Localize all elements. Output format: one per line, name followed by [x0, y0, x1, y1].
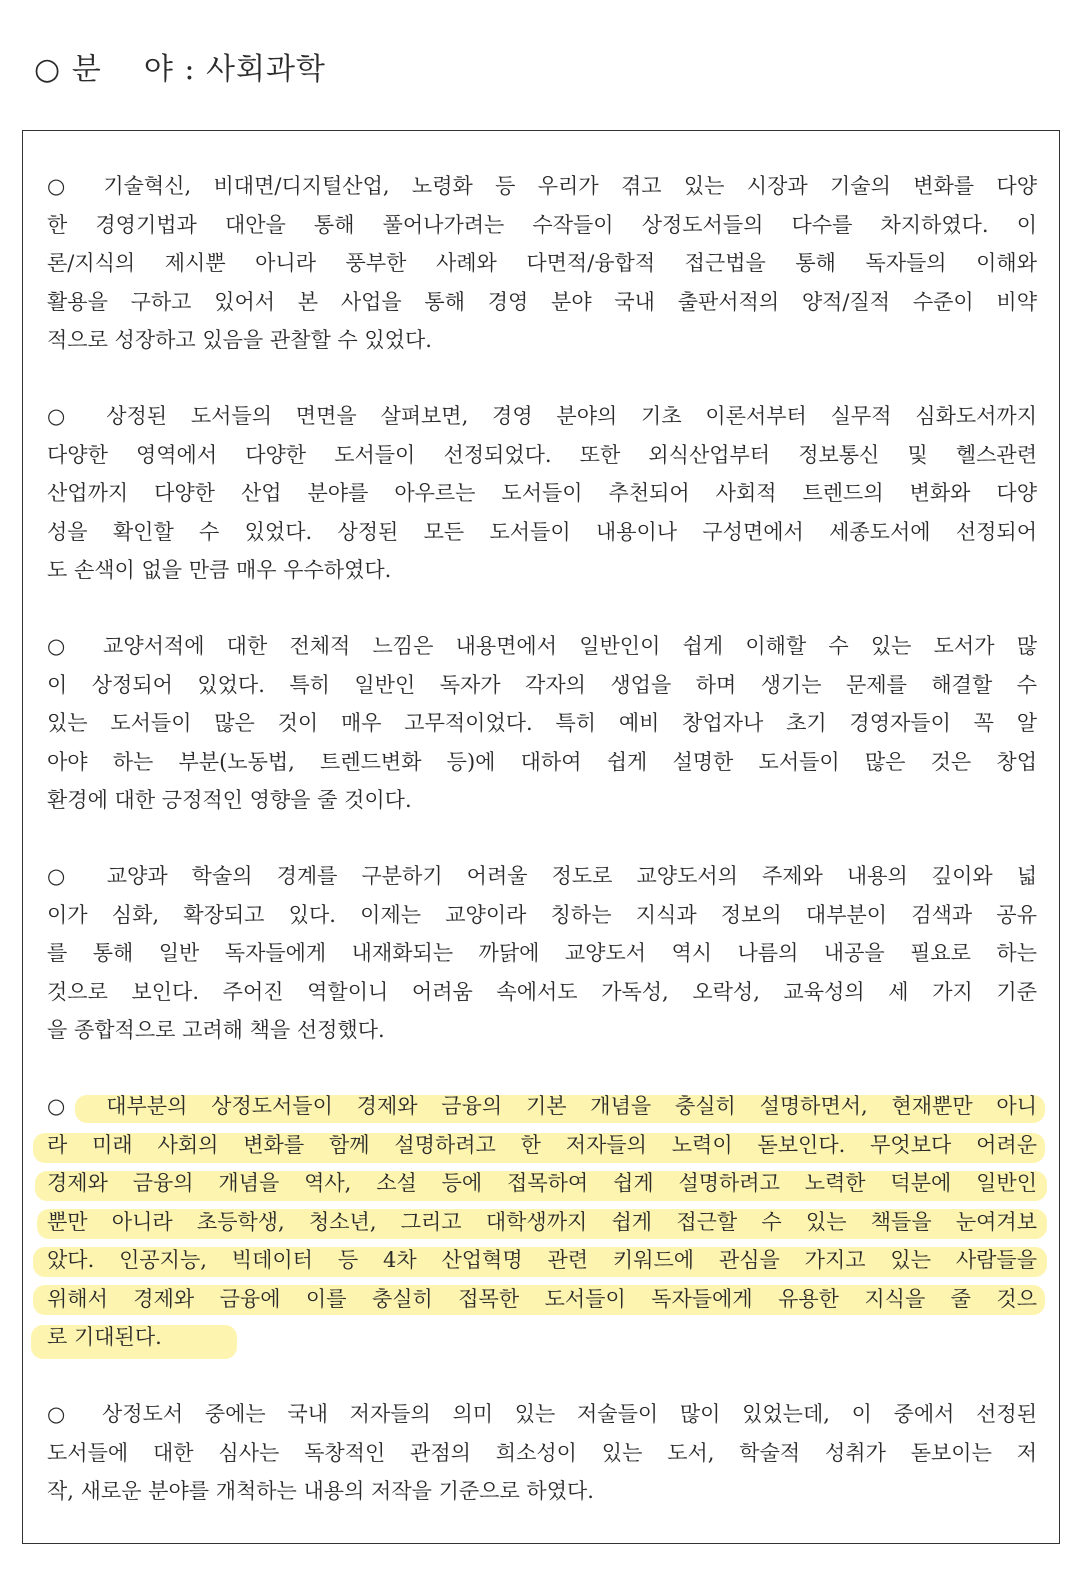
paragraph-line: 뿐만 아니라 초등학생, 청소년, 그리고 대학생까지 쉽게 접근할 수 있는 책들을 눈여겨보	[47, 1209, 1037, 1234]
paragraph-line: 다양한 영역에서 다양한 도서들이 선정되었다. 또한 외식산업부터 정보통신 및 헬스관련	[47, 442, 1037, 467]
paragraph-line: 아야 하는 부분(노동법, 트렌드변화 등)에 대하여 쉽게 설명한 도서들이 많은 것은 창업	[47, 749, 1037, 774]
paragraph-line: 를 통해 일반 독자들에게 내재화되는 까닭에 교양도서 역시 나름의 내공을 필요로 하는	[47, 941, 1037, 965]
paragraph-line: 작, 새로운 분야를 개척하는 내용의 저작을 기준으로 하였다.	[47, 1479, 594, 1503]
review-paragraph	[47, 857, 1037, 1050]
paragraph-line: 성을 확인할 수 있었다. 상정된 모든 도서들이 내용이나 구성면에서 세종도서에 선정되어	[47, 519, 1037, 544]
paragraph-line: 위해서 경제와 금융에 이를 충실히 접목한 도서들이 독자들에게 유용한 지식을 줄 것으	[47, 1286, 1037, 1311]
paragraph-line: 이가 심화, 확장되고 있다. 이제는 교양이라 칭하는 지식과 정보의 대부분이 검색과 공유	[47, 902, 1037, 927]
paragraph-line: 환경에 대한 긍정적인 영향을 줄 것이다.	[47, 788, 412, 812]
field-heading: ○ 분 야 : 사회과학	[34, 52, 326, 87]
paragraph-line: 라 미래 사회의 변화를 함께 설명하려고 한 저자들의 노력이 돋보인다. 무엇보다 어려운	[47, 1132, 1037, 1157]
review-paragraph	[47, 397, 1037, 590]
paragraph-line: 았다. 인공지능, 빅데이터 등 4차 산업혁명 관련 키워드에 관심을 가지고 있는 사람들을	[47, 1248, 1037, 1272]
paragraph-line: 이 상정되어 있었다. 특히 일반인 독자가 각자의 생업을 하며 생기는 문제를 해결할 수	[47, 672, 1037, 697]
paragraph-line: 것으로 보인다. 주어진 역할이니 어려움 속에서도 가독성, 오락성, 교육성의 세 가지 기준	[47, 979, 1037, 1004]
paragraph-line: 경제와 금융의 개념을 역사, 소설 등에 접목하여 쉽게 설명하려고 노력한 덕분에 일반인	[47, 1171, 1037, 1195]
paragraph-line: 적으로 성장하고 있음을 관찰할 수 있었다.	[47, 328, 432, 352]
paragraph-line: 로 기대된다.	[47, 1325, 162, 1349]
paragraph-line: 활용을 구하고 있어서 본 사업을 통해 경영 분야 국내 출판서적의 양적/질적 수준이 비약	[47, 289, 1037, 314]
paragraph-line: 산업까지 다양한 산업 분야를 아우르는 도서들이 추천되어 사회적 트렌드의 변화와 다양	[47, 481, 1037, 505]
highlighted-review-paragraph	[47, 1087, 1037, 1357]
paragraph-line: 을 종합적으로 고려해 책을 선정했다.	[47, 1018, 385, 1042]
paragraph-line: ○ 대부분의 상정도서들이 경제와 금융의 기본 개념을 충실히 설명하면서, 현재뿐만 아니	[47, 1094, 1037, 1118]
paragraph-line: ○ 교양과 학술의 경계를 구분하기 어려울 정도로 교양도서의 주제와 내용의 깊이와 넓	[47, 864, 1037, 888]
paragraph-line: 도서들에 대한 심사는 독창적인 관점의 희소성이 있는 도서, 학술적 성취가 돋보이는 저	[47, 1440, 1037, 1465]
paragraph-line: ○ 기술혁신, 비대면/디지털산업, 노령화 등 우리가 겪고 있는 시장과 기술의 변화를 다양	[47, 174, 1037, 198]
review-paragraph	[47, 167, 1037, 360]
review-content-box	[22, 130, 1060, 1544]
paragraph-line: 있는 도서들이 많은 것이 매우 고무적이었다. 특히 예비 창업자나 초기 경영자들이 꼭 알	[47, 711, 1037, 735]
paragraph-line: 한 경영기법과 대안을 통해 풀어나가려는 수작들이 상정도서들의 다수를 차지하였다. 이	[47, 212, 1037, 237]
paragraph-line: ○ 상정된 도서들의 면면을 살펴보면, 경영 분야의 기초 이론서부터 실무적 심화도서까지	[47, 404, 1037, 428]
paragraph-line: 도 손색이 없을 만큼 매우 우수하였다.	[47, 558, 392, 582]
review-paragraph	[47, 627, 1037, 820]
paragraph-line: 론/지식의 제시뿐 아니라 풍부한 사례와 다면적/융합적 접근법을 통해 독자들의 이해와	[47, 251, 1037, 275]
review-paragraph	[47, 1395, 1037, 1511]
paragraph-line: ○ 교양서적에 대한 전체적 느낌은 내용면에서 일반인이 쉽게 이해할 수 있는 도서가 많	[47, 634, 1037, 658]
paragraph-line: ○ 상정도서 중에는 국내 저자들의 의미 있는 저술들이 많이 있었는데, 이 중에서 선정된	[47, 1402, 1037, 1426]
